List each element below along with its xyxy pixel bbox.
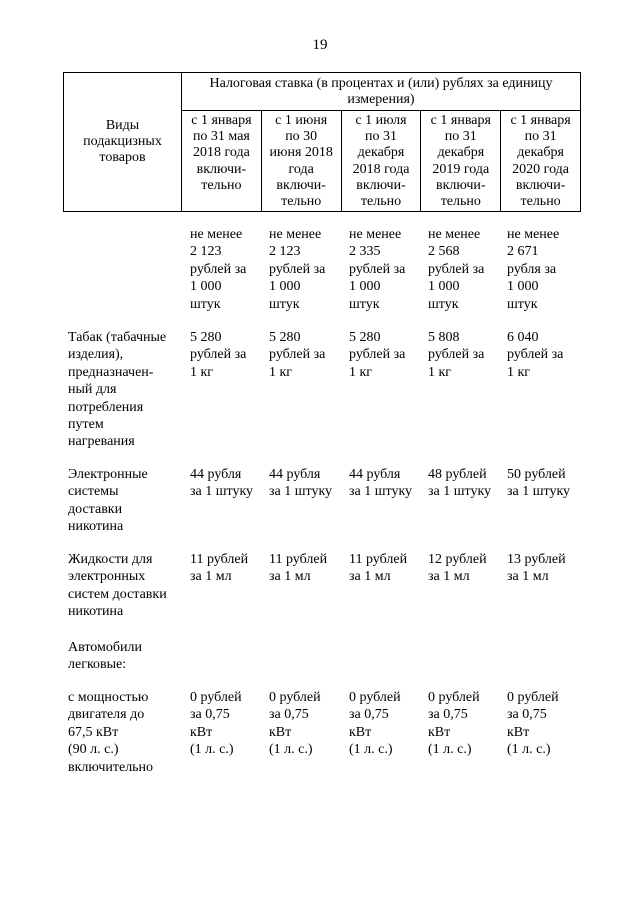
- rate-value-line: за 1 штуку: [190, 484, 254, 500]
- rate-value-period-4: [428, 226, 484, 313]
- period-line: по 30: [285, 129, 318, 145]
- period-line: с 1 июля: [355, 113, 407, 128]
- rate-value-period-3: [349, 329, 405, 381]
- rate-value-period-2: [269, 226, 325, 313]
- period-line: включи-: [356, 177, 406, 193]
- rate-value-line: за 1 мл: [428, 569, 470, 585]
- goods-kind-line: доставки: [68, 501, 123, 517]
- goods-kind-line: Табак (табачные: [68, 330, 167, 345]
- goods-kind-line: никотина: [68, 519, 124, 535]
- rate-value-line: 13 рублей: [507, 552, 566, 567]
- rate-value-line: 5 280: [190, 330, 222, 345]
- rate-value-line: за 0,75: [428, 707, 468, 723]
- rate-value-line: 1 кг: [269, 364, 293, 380]
- rate-value-period-4: [428, 551, 487, 586]
- rate-title-line: измерения): [347, 92, 415, 107]
- period-line: с 1 января: [430, 113, 491, 128]
- rate-value-line: 48 рублей: [428, 467, 487, 482]
- goods-kind-line: двигателя до: [68, 707, 145, 723]
- rate-value-period-1: [190, 226, 246, 313]
- rate-value-line: 1 000: [190, 279, 222, 295]
- tax-rate-header: [182, 73, 581, 111]
- rate-value-line: 1 000: [269, 279, 301, 295]
- goods-kind-line: Жидкости для: [68, 552, 153, 567]
- period-line: с 1 января: [191, 113, 252, 128]
- rate-value-line: 1 кг: [507, 364, 531, 380]
- rate-value-line: 50 рублей: [507, 467, 566, 482]
- goods-kind-name: [68, 639, 188, 674]
- rate-value-line: за 1 штуку: [269, 484, 333, 500]
- rate-value-line: 1 000: [507, 279, 539, 295]
- rate-value-line: 11 рублей: [269, 552, 328, 567]
- period-line: июня 2018: [269, 145, 333, 161]
- rate-value-period-4: [428, 329, 484, 381]
- goods-kind-line: изделия),: [68, 347, 124, 363]
- rate-value-period-5: [507, 551, 566, 586]
- period-line: тельно: [281, 194, 322, 210]
- rate-value-line: за 0,75: [349, 707, 389, 723]
- rate-value-line: 44 рубля: [190, 467, 242, 482]
- page-number: 19: [312, 37, 328, 53]
- period-header-4: [421, 111, 501, 212]
- rate-value-line: 11 рублей: [349, 552, 408, 567]
- rate-value-line: рублей за: [349, 347, 406, 363]
- period-line: тельно: [360, 194, 402, 210]
- kinds-label-line: товаров: [99, 150, 146, 166]
- rate-value-period-5: [507, 226, 559, 313]
- goods-kind-line: 67,5 кВт: [68, 724, 119, 740]
- rate-value-line: 11 рублей: [190, 552, 249, 567]
- period-line: 2018 года: [192, 145, 250, 161]
- goods-kind-line: нагревания: [68, 434, 135, 450]
- rate-value-line: рублей за: [269, 347, 326, 363]
- period-line: включи-: [196, 161, 247, 177]
- rate-value-line: не менее: [190, 227, 243, 242]
- rate-value-period-3: [349, 466, 412, 501]
- rate-value-line: 0 рублей: [349, 690, 401, 705]
- rate-value-line: (1 л. с.): [269, 742, 313, 758]
- rate-value-line: рублей за: [507, 347, 564, 363]
- rate-value-line: 0 рублей: [428, 690, 480, 705]
- period-line: 2018 года: [352, 161, 410, 177]
- goods-kind-line: Автомобили: [68, 640, 142, 655]
- rate-value-line: не менее: [507, 227, 560, 242]
- goods-kind-line: путем: [68, 417, 104, 433]
- period-line: с 1 июня: [275, 113, 328, 128]
- rate-value-line: рублей за: [428, 261, 485, 277]
- rate-value-line: 0 рублей: [190, 690, 242, 705]
- rate-value-line: за 1 штуку: [507, 484, 571, 500]
- rate-value-line: 1 000: [349, 279, 381, 295]
- goods-kinds-header: [64, 73, 182, 212]
- rate-value-period-5: [507, 689, 559, 759]
- rate-value-line: рублей за: [349, 261, 406, 277]
- rate-value-line: 1 000: [428, 279, 460, 295]
- rate-value-period-4: [428, 466, 491, 501]
- period-line: включи-: [276, 177, 326, 193]
- rate-value-line: (1 л. с.): [190, 742, 234, 758]
- goods-kind-line: легковые:: [68, 657, 127, 673]
- goods-kind-line: электронных: [68, 569, 146, 585]
- kinds-label-line: подакцизных: [83, 133, 162, 149]
- rate-value-line: 5 280: [349, 330, 381, 345]
- period-line: включи-: [515, 177, 566, 193]
- rate-value-line: не менее: [269, 227, 322, 242]
- rate-value-line: за 0,75: [269, 707, 309, 723]
- rate-value-line: не менее: [428, 227, 481, 242]
- period-line: декабря: [517, 145, 564, 161]
- period-line: по 31 мая: [192, 129, 250, 145]
- period-header-2: [261, 111, 341, 212]
- rate-value-line: (1 л. с.): [507, 742, 551, 758]
- goods-kind-line: включительно: [68, 759, 154, 775]
- rate-value-period-2: [269, 466, 332, 501]
- rate-value-period-1: [190, 689, 242, 759]
- period-line: включи-: [436, 177, 486, 193]
- rate-value-line: 6 040: [507, 330, 539, 345]
- rate-value-line: за 1 мл: [269, 569, 311, 585]
- goods-kind-name: [68, 689, 188, 776]
- rate-value-period-5: [507, 466, 570, 501]
- period-line: по 31: [364, 129, 397, 145]
- rate-value-line: 2 335: [349, 244, 381, 260]
- rate-value-line: за 1 штуку: [349, 484, 413, 500]
- rate-value-line: (1 л. с.): [428, 742, 472, 758]
- rate-value-line: рублей за: [269, 261, 326, 277]
- goods-kind-line: никотина: [68, 604, 124, 620]
- rate-value-line: 2 123: [190, 244, 222, 260]
- rate-value-line: штук: [269, 296, 300, 312]
- rate-value-line: за 0,75: [507, 707, 547, 723]
- rate-value-line: 5 280: [269, 330, 301, 345]
- goods-kind-line: ный для: [68, 382, 117, 398]
- rate-value-line: рублей за: [190, 347, 247, 363]
- rate-value-line: 2 568: [428, 244, 460, 260]
- rate-value-line: рублей за: [428, 347, 485, 363]
- period-header-5: [501, 111, 581, 212]
- rate-value-line: 1 кг: [428, 364, 452, 380]
- rate-value-period-1: [190, 466, 253, 501]
- period-header-3: [341, 111, 421, 212]
- rate-value-line: за 1 мл: [190, 569, 232, 585]
- goods-kind-line: систем доставки: [68, 586, 167, 602]
- rate-value-line: 1 кг: [349, 364, 373, 380]
- goods-kind-name: [68, 329, 188, 451]
- period-line: тельно: [520, 194, 561, 210]
- rate-value-line: за 0,75: [190, 707, 230, 723]
- rate-value-line: рубля за: [507, 261, 557, 277]
- period-line: 2020 года: [512, 161, 569, 177]
- rate-value-line: 0 рублей: [507, 690, 559, 705]
- period-line: декабря: [357, 145, 405, 161]
- goods-kind-name: [68, 466, 188, 536]
- rate-value-line: кВт: [190, 724, 213, 740]
- period-line: с 1 января: [510, 113, 571, 128]
- rate-value-line: за 1 мл: [507, 569, 549, 585]
- rate-value-line: за 1 штуку: [428, 484, 492, 500]
- rate-value-line: 44 рубля: [349, 467, 401, 482]
- goods-kind-line: с мощностью: [68, 690, 149, 705]
- goods-kind-line: (90 л. с.): [68, 742, 119, 758]
- period-line: года: [288, 161, 314, 177]
- rate-value-period-2: [269, 551, 327, 586]
- rate-value-period-5: [507, 329, 563, 381]
- tax-rate-header-table: [63, 72, 581, 212]
- kinds-label-line: Виды: [105, 117, 140, 133]
- goods-kind-line: потребления: [68, 399, 144, 415]
- rate-value-period-1: [190, 329, 246, 381]
- period-line: по 31: [444, 129, 477, 145]
- rate-value-period-1: [190, 551, 248, 586]
- rate-value-period-3: [349, 226, 405, 313]
- rate-value-line: кВт: [428, 724, 451, 740]
- rate-value-period-2: [269, 329, 325, 381]
- rate-value-line: рублей за: [190, 261, 247, 277]
- period-line: тельно: [201, 177, 242, 193]
- rate-value-line: штук: [349, 296, 380, 312]
- rate-value-period-2: [269, 689, 321, 759]
- rate-value-line: 0 рублей: [269, 690, 321, 705]
- rate-title-line: Налоговая ставка (в процентах и (или) рублях за единицу: [209, 75, 553, 91]
- rate-value-period-3: [349, 689, 401, 759]
- rate-value-line: 5 808: [428, 330, 460, 345]
- rate-value-line: кВт: [269, 724, 292, 740]
- period-line: 2019 года: [432, 161, 490, 177]
- goods-kind-line: Электронные: [68, 467, 148, 482]
- rate-value-line: кВт: [507, 724, 530, 740]
- period-line: тельно: [440, 194, 481, 210]
- rate-value-period-4: [428, 689, 480, 759]
- rate-value-line: штук: [428, 296, 459, 312]
- period-header-1: [182, 111, 262, 212]
- rate-value-line: не менее: [349, 227, 402, 242]
- rate-value-line: за 1 мл: [349, 569, 391, 585]
- rate-value-line: 1 кг: [190, 364, 214, 380]
- rate-value-line: 2 671: [507, 244, 539, 260]
- period-line: по 31: [524, 129, 557, 145]
- rate-value-line: 12 рублей: [428, 552, 487, 567]
- goods-kind-name: [68, 551, 188, 621]
- rate-value-period-3: [349, 551, 407, 586]
- rate-value-line: штук: [190, 296, 221, 312]
- rate-value-line: кВт: [349, 724, 372, 740]
- goods-kind-line: системы: [68, 484, 119, 500]
- rate-value-line: 2 123: [269, 244, 301, 260]
- period-line: декабря: [437, 145, 485, 161]
- goods-kind-line: предназначен-: [68, 364, 154, 380]
- rate-value-line: 44 рубля: [269, 467, 321, 482]
- rate-value-line: (1 л. с.): [349, 742, 393, 758]
- rate-value-line: штук: [507, 296, 538, 312]
